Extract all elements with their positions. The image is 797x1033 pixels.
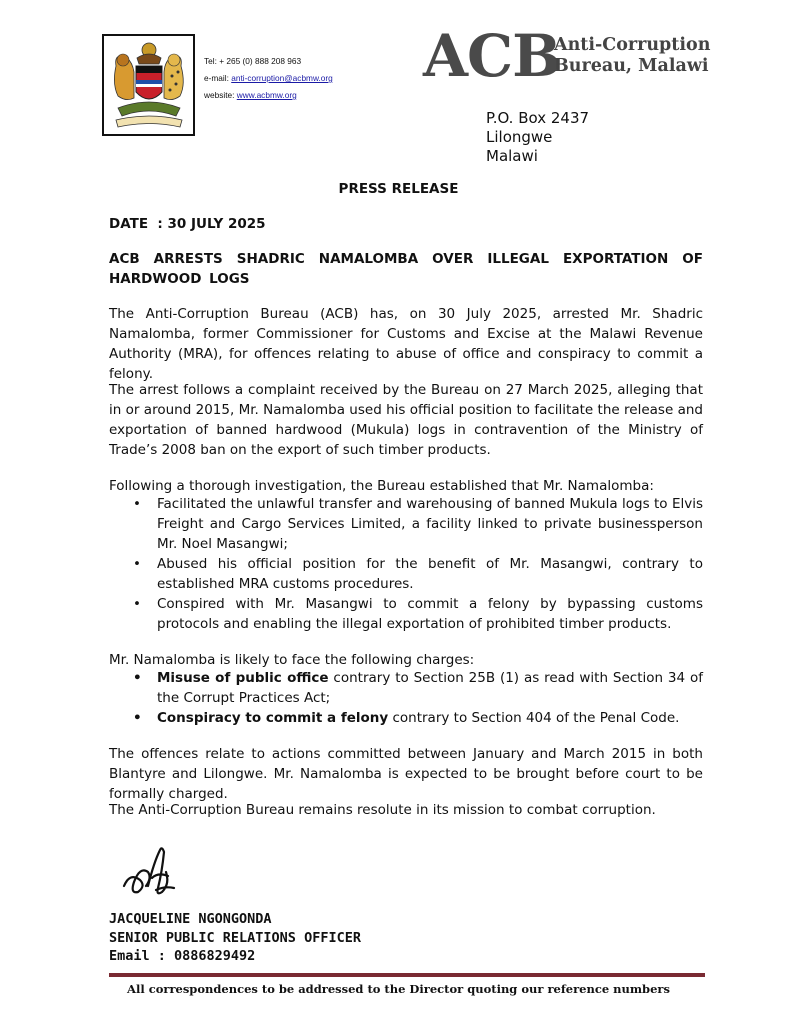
footer-divider (109, 973, 705, 977)
list-item: • Misuse of public office contrary to Section 25B (1) as read with Section 34 of the Corrupt Practices Act; (133, 670, 703, 706)
contact-email-row (204, 70, 333, 87)
document-heading: PRESS RELEASE (338, 181, 459, 197)
charge-name: Conspiracy to commit a felony (157, 710, 389, 726)
list-item: • Conspiracy to commit a felony contrary to Section 404 of the Penal Code. (133, 710, 680, 726)
paragraph: The offences relate to actions committed between January and March 2015 in both Blantyre and Lilongwe. Mr. Namalomba is expected to be brought before court to be formally charged. (109, 746, 703, 802)
findings-list (109, 494, 703, 634)
logo-line1: Anti-Corruption (554, 35, 711, 55)
paragraph: Following a thorough investigation, the Bureau established that Mr. Namalomba: (109, 478, 654, 494)
logo-letters: ACB (423, 22, 561, 90)
logo-line2: Bureau, Malawi (554, 56, 709, 76)
logo-name (554, 35, 710, 77)
paragraph: Mr. Namalomba is likely to face the following charges: (109, 652, 475, 668)
paragraph: The Anti-Corruption Bureau (ACB) has, on 30 July 2025, arrested Mr. Shadric Namalomba, former Commissioner for Customs and Excise at the Malawi Revenue Authority (MRA), for offences relating to abuse of office and conspiracy to commit a felony. (109, 306, 703, 382)
address-line: Malawi (486, 147, 538, 165)
finding-text: Conspired with Mr. Masangwi to commit a felony by bypassing customs protocols and enabling the illegal exportation of prohibited timber products. (157, 596, 703, 632)
paragraph: The Anti-Corruption Bureau remains resolute in its mission to combat corruption. (109, 802, 656, 818)
paragraph: The arrest follows a complaint received by the Bureau on 27 March 2025, alleging that in or around 2015, Mr. Namalomba used his official position to facilitate the release and exportation of banned hardwood (Mukula) logs in contravention of the Ministry of Trade’s 2008 ban on the export of such timber products. (109, 382, 703, 458)
finding-text: Facilitated the unlawful transfer and warehousing of banned Mukula logs to Elvis Freight and Cargo Services Limited, a facility linked to private businessperson Mr. Noel Masangwi; (157, 496, 703, 552)
list-item: • Facilitated the unlawful transfer and warehousing of banned Mukula logs to Elvis Freight and Cargo Services Limited, a facility linked to private businessperson Mr. Noel Masangwi; (133, 496, 703, 552)
charge-name: Misuse of public office (157, 670, 329, 686)
coat-of-arms-icon (102, 34, 195, 136)
list-item: • Conspired with Mr. Masangwi to commit a felony by bypassing customs protocols and enabling the illegal exportation of prohibited timber products. (133, 596, 703, 632)
postal-address (486, 109, 589, 166)
contact-email-link[interactable]: anti-corruption@acbmw.org (231, 73, 333, 83)
signatory-position: SENIOR PUBLIC RELATIONS OFFICER (109, 929, 361, 946)
release-title: ACB ARRESTS SHADRIC NAMALOMBA OVER ILLEGAL EXPORTATION OF HARDWOOD LOGS (109, 251, 703, 287)
charges-list (109, 668, 703, 728)
signatory-email: Email : 0886829492 (109, 948, 256, 964)
signatory-block (109, 910, 361, 966)
signature-icon (118, 842, 180, 902)
charge-detail: contrary to Section 25B (1) as read with Section 34 of the Corrupt Practices Act; (157, 670, 703, 706)
contact-tel: Tel: + 265 (0) 888 208 963 (204, 56, 302, 66)
signatory-name: JACQUELINE NGONGONDA (109, 911, 272, 927)
contact-block (204, 53, 333, 104)
contact-website-label: website: (204, 90, 235, 100)
list-item: • Abused his official position for the benefit of Mr. Masangwi, contrary to established MRA customs procedures. (133, 556, 703, 592)
contact-website-row (204, 87, 333, 104)
address-line: Lilongwe (486, 128, 553, 146)
footer-note: All correspondences to be addressed to the Director quoting our reference numbers (127, 982, 670, 996)
finding-text: Abused his official position for the benefit of Mr. Masangwi, contrary to established MRA customs procedures. (157, 556, 703, 592)
contact-website-link[interactable]: www.acbmw.org (236, 90, 297, 100)
address-line: P.O. Box 2437 (486, 109, 590, 127)
charge-detail: contrary to Section 404 of the Penal Code. (388, 710, 680, 726)
release-date: DATE : 30 JULY 2025 (109, 216, 266, 232)
contact-email-label: e-mail: (204, 73, 229, 83)
